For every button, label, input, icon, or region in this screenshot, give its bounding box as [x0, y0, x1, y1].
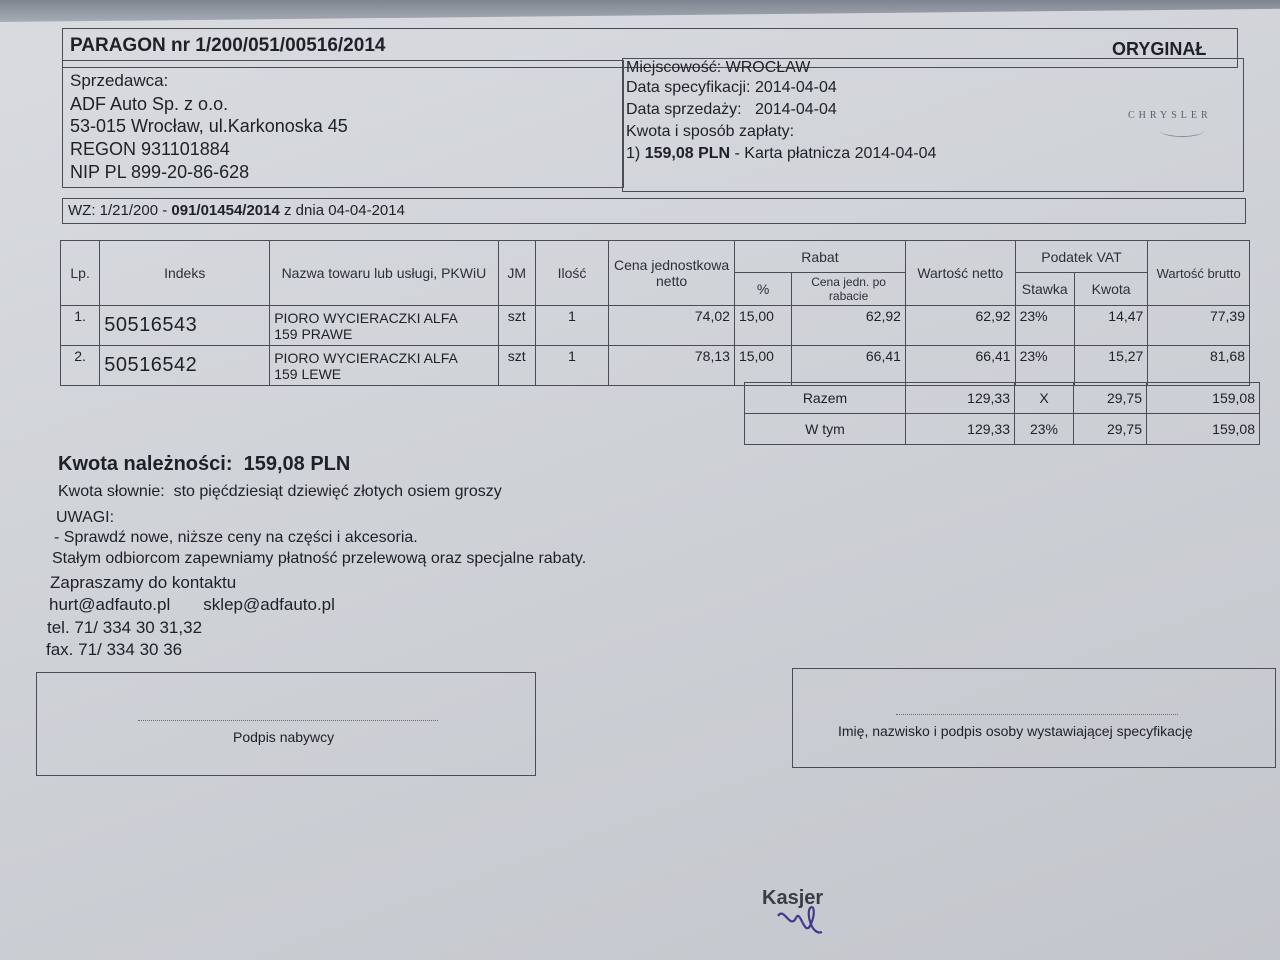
wz-suffix: z dnia 04-04-2014: [284, 202, 405, 219]
wz-number: 091/01454/2014: [171, 202, 280, 219]
email-sklep[interactable]: sklep@adfauto.pl: [203, 595, 335, 614]
summary-label: W tym: [745, 414, 906, 445]
seller-label: Sprzedawca:: [70, 71, 169, 90]
amount-due-label: Kwota należności:: [58, 453, 233, 475]
items-table: [60, 240, 1250, 386]
row-qty: 1: [535, 306, 608, 346]
row-vat-rate: 23%: [1015, 306, 1074, 346]
col-discount-price: Cena jedn. po rabacie: [792, 273, 906, 306]
seller-name: ADF Auto Sp. z o.o.: [70, 94, 229, 114]
summary-vat: 29,75: [1074, 383, 1147, 414]
col-vat-rate: Stawka: [1015, 273, 1074, 306]
payment-prefix: 1): [626, 145, 641, 162]
row-lp: 1.: [61, 306, 100, 346]
row-discount-price: 66,41: [792, 346, 906, 386]
row-name: [270, 346, 498, 386]
amount-due-line: [58, 454, 350, 474]
receipt-number: PARAGON nr 1/200/051/00516/2014: [70, 35, 386, 56]
spec-date-value: 2014-04-04: [754, 79, 837, 96]
notes-line-3: Zapraszamy do kontaktu: [50, 573, 237, 592]
notes-line-2: Stałym odbiorcom zapewniamy płatność przelewową oraz specjalne rabaty.: [52, 550, 587, 567]
row-vat-amount: 14,47: [1074, 306, 1147, 346]
col-vat-amount: Kwota: [1074, 273, 1147, 306]
row-net-value: 66,41: [905, 346, 1015, 386]
row-discount-pct: 15,00: [734, 306, 791, 346]
summary-net: 129,33: [906, 383, 1015, 414]
spec-date-line: [626, 80, 837, 96]
row-discount-pct: 15,00: [734, 346, 791, 386]
handwritten-signature-icon: [770, 896, 830, 942]
row-index: 50516542: [100, 346, 270, 386]
payment-line: [626, 146, 936, 162]
sale-date-value: 2014-04-04: [754, 101, 837, 118]
amount-words-label: Kwota słownie:: [58, 483, 165, 500]
buyer-signature-box: [36, 672, 536, 776]
row-qty: 1: [535, 346, 608, 386]
place-line: [626, 60, 810, 76]
amount-words-line: [58, 484, 502, 500]
row-name-line2: 159 LEWE: [274, 365, 342, 382]
payment-amount: 159,08 PLN: [644, 145, 731, 162]
summary-rate: 23%: [1015, 414, 1074, 445]
sale-date-label: Data sprzedaży:: [626, 101, 742, 118]
summary-net: 129,33: [906, 414, 1015, 445]
place-value: WROCŁAW: [725, 59, 811, 76]
original-label: ORYGINAŁ: [1112, 39, 1207, 59]
col-unit-price: Cena jednostkowa netto: [609, 241, 735, 306]
amount-due-value: 159,08 PLN: [243, 453, 351, 475]
payment-label: Kwota i sposób zapłaty:: [626, 123, 795, 140]
col-gross-value: Wartość brutto: [1148, 241, 1250, 306]
place-label: Miejscowość:: [626, 59, 722, 76]
summary-label: Razem: [745, 383, 906, 414]
sale-date-line: [626, 102, 837, 118]
summary-table: [744, 382, 1260, 445]
contact-fax: fax. 71/ 334 30 36: [46, 640, 183, 659]
contact-emails: [49, 596, 335, 613]
email-hurt[interactable]: hurt@adfauto.pl: [49, 595, 171, 614]
chrysler-logo: CHRYSLER: [1128, 110, 1212, 121]
issuer-signature-line: [896, 714, 1178, 715]
row-gross-value: 81,68: [1148, 346, 1250, 386]
col-lp: Lp.: [61, 241, 100, 306]
wz-prefix: WZ: 1/21/200 -: [68, 202, 168, 219]
row-name-line2: 159 PRAWE: [274, 325, 353, 342]
row-unit: szt: [498, 306, 535, 346]
col-net-value: Wartość netto: [905, 241, 1015, 306]
table-row: [61, 306, 1250, 346]
row-gross-value: 77,39: [1148, 306, 1250, 346]
amount-words-value: sto pięćdziesiąt dziewięć złotych osiem groszy: [173, 483, 502, 500]
notes-line-1: - Sprawdź nowe, niższe ceny na części i akcesoria.: [54, 529, 418, 546]
seller-address: 53-015 Wrocław, ul.Karkonoska 45: [70, 116, 348, 136]
col-vat: Podatek VAT: [1015, 241, 1148, 273]
summary-rate: X: [1015, 383, 1074, 414]
seller-nip: NIP PL 899-20-86-628: [70, 162, 250, 182]
table-row: [61, 346, 1250, 386]
col-name: Nazwa towaru lub usługi, PKWiU: [270, 241, 498, 306]
row-index: 50516543: [100, 306, 270, 346]
col-qty: Ilość: [535, 241, 608, 306]
cashier-label: Kasjer: [762, 887, 824, 909]
col-discount-pct: %: [734, 273, 791, 306]
background-edge: [0, 0, 1280, 22]
col-unit: JM: [498, 241, 535, 306]
row-name: [270, 306, 498, 346]
summary-row: [745, 383, 1260, 414]
contact-tel: tel. 71/ 334 30 31,32: [47, 618, 203, 637]
row-unit-price: 78,13: [609, 346, 735, 386]
issuer-signature-box: [792, 668, 1276, 768]
buyer-signature-line: [138, 720, 438, 721]
col-discount: Rabat: [734, 241, 905, 273]
seller-regon: REGON 931101884: [70, 139, 230, 159]
row-vat-amount: 15,27: [1074, 346, 1147, 386]
row-vat-rate: 23%: [1015, 346, 1074, 386]
summary-row: [745, 414, 1260, 445]
row-unit-price: 74,02: [609, 306, 735, 346]
notes-label: UWAGI:: [56, 509, 115, 526]
row-net-value: 62,92: [905, 306, 1015, 346]
row-unit: szt: [498, 346, 535, 386]
summary-gross: 159,08: [1147, 383, 1260, 414]
chrysler-wing-icon: [1160, 124, 1204, 137]
row-name-line1: PIORO WYCIERACZKI ALFA: [274, 309, 458, 326]
summary-gross: 159,08: [1147, 414, 1260, 445]
col-index: Indeks: [100, 241, 270, 306]
payment-method: - Karta płatnicza 2014-04-04: [734, 145, 937, 162]
issuer-signature-label: Imię, nazwisko i podpis osoby wystawiającej specyfikację: [838, 723, 1193, 739]
buyer-signature-label: Podpis nabywcy: [233, 729, 335, 745]
row-discount-price: 62,92: [792, 306, 906, 346]
summary-vat: 29,75: [1074, 414, 1147, 445]
row-lp: 2.: [61, 346, 100, 386]
row-name-line1: PIORO WYCIERACZKI ALFA: [274, 349, 458, 366]
wz-line: [68, 203, 405, 218]
spec-date-label: Data specyfikacji:: [626, 79, 751, 96]
